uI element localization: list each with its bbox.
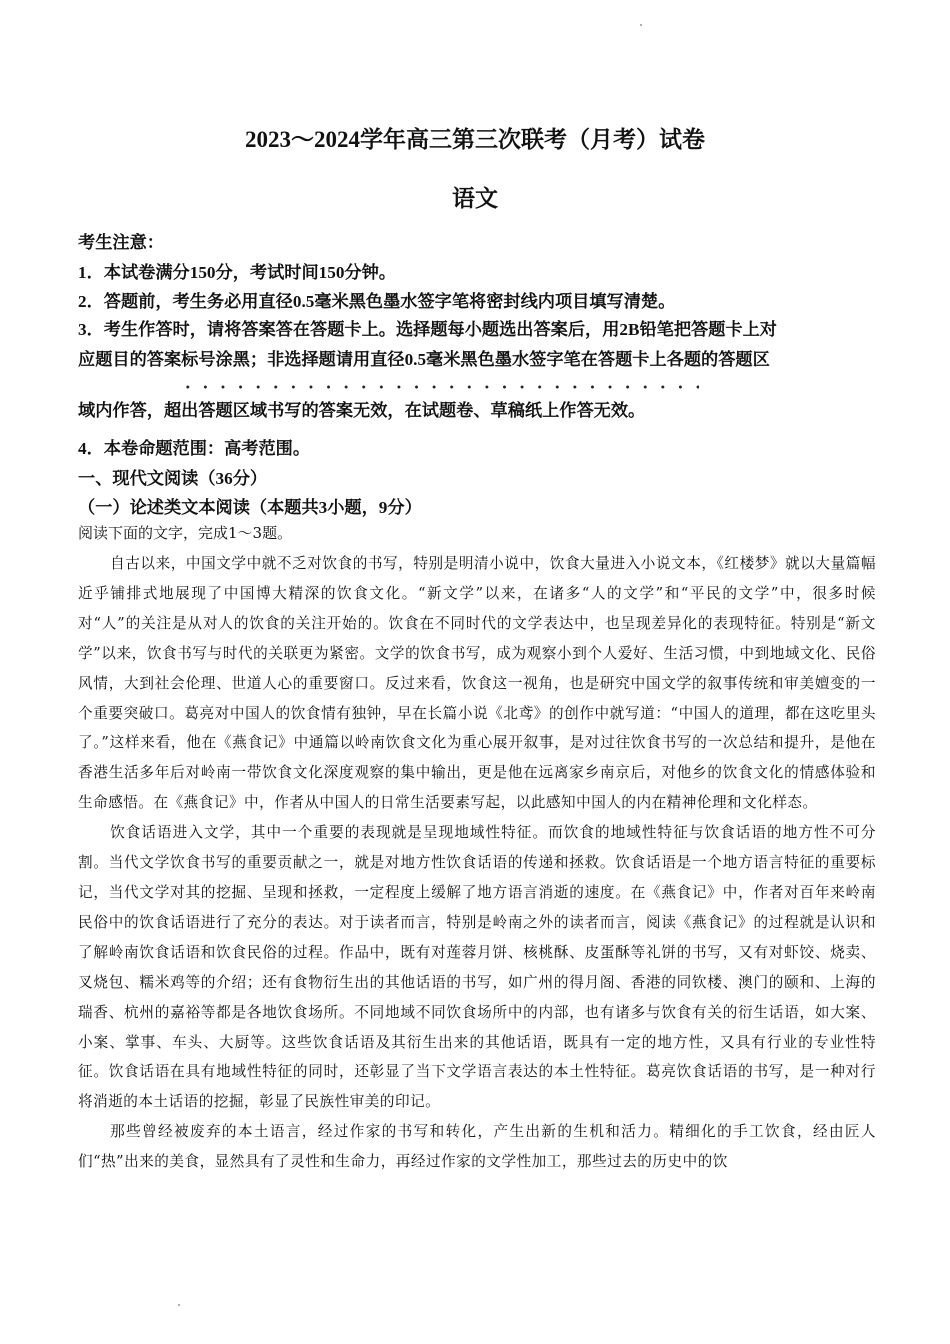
article-body [78,549,876,1177]
subsection-heading: （一）论述类文本阅读（本题共3小题，9分） [78,498,422,517]
notice-item-4: 4．本卷命题范围：高考范围。 [78,439,311,458]
notice-heading: 考生注意： [78,233,164,252]
section-heading: 一、现代文阅读（36分） [78,469,268,488]
scan-mark [640,24,642,26]
notice-item-1: 1．本试卷满分150分，考试时间150分钟。 [78,263,396,282]
notice-item-3: 3．考生作答时，请将答案答在答题卡上。选择题每小题选出答案后，用2B铅笔把答题卡上对 [78,320,777,339]
paragraph-3: 那些曾经被废弃的本土语言，经过作家的书写和转化，产生出新的生机和活力。精细化的手工饮食，经由匠人们“热”出来的美食，显然具有了灵性和生命力，再经过作家的文学性加工，那些过去的历史中的饮 [78,1123,876,1171]
notice-item-3-cont: 应题目的答案标号涂黑；非选择题请用直径0.5毫米黑色墨水签字笔在答题卡上各题的答题区 [78,350,770,369]
paragraph-2: 饮食话语进入文学，其中一个重要的表现就是呈现地域性特征。而饮食的地域性特征与饮食话语的地方性不可分割。当代文学饮食书写的重要贡献之一，就是对地方性饮食话语的传递和拯救。饮食话语是一个地方语言特征的重要标记，当代文学对其的挖掘、呈现和拯救，一定程度上缓解了地方语言消逝的速度。在《燕食记》中，作者对百年来岭南民俗中的饮食话语进行了充分的表达。对于读者而言，特别是岭南之外的读者而言，阅读《燕食记》的过程就是认识和了解岭南饮食话语和饮食民俗的过程。作品中，既有对莲蓉月饼、核桃酥、皮蛋酥等礼饼的书写，又有对虾饺、烧卖、叉烧包、糯米鸡等的介绍；还有食物衍生出的其他话语的书写，如广州的得月阁、香港的同钦楼、澳门的颐和、上海的瑞香、杭州的嘉裕等都是各地饮食场所。不同地域不同饮食场所中的内部，也有诸多与饮食有关的衍生话语，如大案、小案、掌事、车头、大厨等。这些饮食话语及其衍生出来的其他话语，既具有一定的地方性，又具有行业的专业性特征。饮食话语在具有地域性特征的同时，还彰显了当下文学语言表达的本土性特征。葛亮饮食话语的书写，是一种对行将消逝的本土话语的挖掘，彰显了民族性审美的印记。 [78,824,876,1111]
scan-mark [178,1304,180,1306]
exam-title: 2023～2024学年高三第三次联考（月考）试卷 [245,127,705,152]
paragraph-1: 自古以来，中国文学中就不乏对饮食的书写，特别是明清小说中，饮食大量进入小说文本，《红楼梦》就以大量篇幅近乎铺排式地展现了中国博大精深的饮食文化。“新文学”以来，在诸多“人的文学”和“平民的文学”中，很多时候对“人”的关注是从对人的饮食的关注开始的。饮食在不同时代的文学表达中，也呈现差异化的表现特征。特别是“新文学”以来，饮食书写与时代的关联更为紧密。文学的饮食书写，成为观察小到个人爱好、生活习惯，中到地域文化、民俗风情，大到社会伦理、世道人心的重要窗口。反过来看，饮食这一视角，也是研究中国文学的叙事传统和审美嬗变的一个重要突破口。葛亮对中国人的饮食情有独钟，早在长篇小说《北鸢》的创作中就写道：“中国人的道理，都在这吃里头了。”这样来看，他在《燕食记》中通篇以岭南饮食文化为重心展开叙事，是对过往饮食书写的一次总结和提升，是他在香港生活多年后对岭南一带饮食文化深度观察的集中输出，更是他在远离家乡南京后，对他乡的饮食文化的情感体验和生命感悟。在《燕食记》中，作者从中国人的日常生活要素写起，以此感知中国人的内在精神伦理和文化样态。 [78,555,876,812]
emphasis-dots [179,384,699,390]
notice-item-2: 2．答题前，考生务必用直径0.5毫米黑色墨水签字笔将密封线内项目填写清楚。 [78,292,676,311]
subject-title: 语文 [452,186,498,211]
notice-item-3-cont2: 域内作答，超出答题区域书写的答案无效，在试题卷、草稿纸上作答无效。 [78,401,646,420]
reading-instruction: 阅读下面的文字，完成1～3题。 [78,524,293,542]
